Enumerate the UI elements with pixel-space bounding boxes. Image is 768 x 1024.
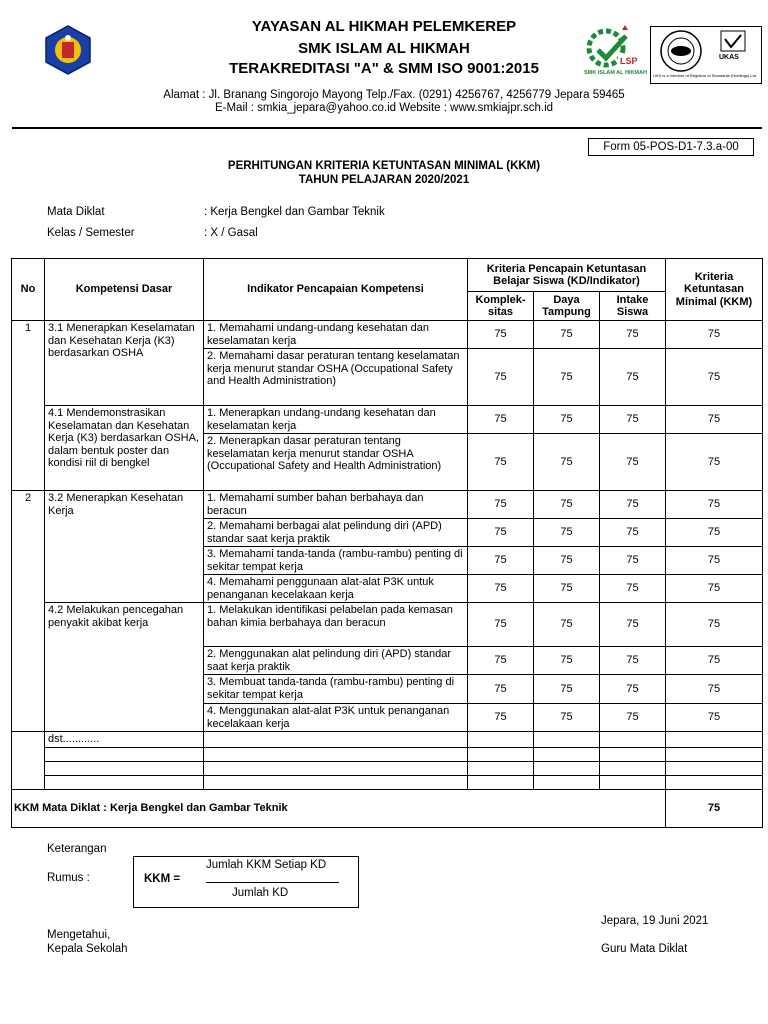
- foundation-name: YAYASAN AL HIKMAH PELEMKEREP: [251, 18, 517, 35]
- row-no: 1: [12, 321, 45, 349]
- support-cell: 75: [534, 491, 600, 519]
- form-code: Form 05-POS-D1-7.3.a-00: [588, 138, 754, 156]
- table-row: [12, 603, 763, 647]
- table-row: [12, 775, 763, 789]
- header-indicator: Indikator Pencapaian Kompetensi: [204, 259, 468, 321]
- table-row: [12, 747, 763, 761]
- kd-cell: 3.2 Menerapkan Kesehatan Kerja: [45, 491, 204, 603]
- kkm-equals: KKM =: [144, 873, 181, 885]
- indicator-cell: 1. Melakukan identifikasi pelabelan pada kemasan bahan kimia berbahaya dan beracun: [204, 603, 468, 647]
- header-support: Daya Tampung: [534, 292, 600, 321]
- complexity-cell: 75: [468, 647, 534, 675]
- support-cell: 75: [534, 519, 600, 547]
- keterangan-label: Keterangan: [47, 843, 107, 855]
- intake-cell: 75: [600, 491, 666, 519]
- intake-cell: 75: [600, 647, 666, 675]
- complexity-cell: 75: [468, 519, 534, 547]
- support-cell: 75: [534, 406, 600, 434]
- formula-box: [133, 856, 359, 908]
- kkm-cell: 75: [666, 647, 763, 675]
- complexity-cell: 75: [468, 603, 534, 647]
- table-row: [12, 732, 763, 748]
- indicator-cell: 2. Memahami berbagai alat pelindung diri (APD) standar saat kerja praktik: [204, 519, 468, 547]
- formula-denominator: Jumlah KD: [232, 887, 289, 899]
- support-cell: 75: [534, 321, 600, 349]
- indicator-cell: 4. Menggunakan alat-alat P3K untuk penanganan kecelakaan kerja: [204, 704, 468, 732]
- kd-cell: 4.1 Mendemonstrasikan Keselamatan dan Kesehatan Kerja (K3) berdasarkan OSHA, dalam bentuk poster dan kondisi riil di bengkel: [45, 406, 204, 491]
- support-cell: 75: [534, 704, 600, 732]
- header-no: No: [12, 259, 45, 321]
- support-cell: 75: [534, 434, 600, 491]
- kkm-cell: 75: [666, 349, 763, 406]
- document-title: PERHITUNGAN KRITERIA KETUNTASAN MINIMAL (KKM): [227, 160, 541, 172]
- kkm-cell: 75: [666, 491, 763, 519]
- indicator-cell: 1. Menerapkan undang-undang kesehatan dan keselamatan kerja: [204, 406, 468, 434]
- summary-row: [12, 789, 763, 827]
- header-intake: Intake Siswa: [600, 292, 666, 321]
- dst-cell: dst............: [45, 732, 204, 748]
- subject-label: Mata Diklat: [47, 206, 105, 218]
- support-cell: 75: [534, 675, 600, 704]
- header-divider: [12, 127, 762, 129]
- lsp-label: LSP: [620, 56, 638, 66]
- row-no: 2: [12, 491, 45, 519]
- class-value: : X / Gasal: [204, 227, 258, 239]
- school-name: SMK ISLAM AL HIKMAH: [298, 40, 470, 57]
- complexity-cell: 75: [468, 704, 534, 732]
- complexity-cell: 75: [468, 575, 534, 603]
- address: Alamat : Jl. Branang Singorojo Mayong Telp./Fax. (0291) 4256767, 4256779 Jepara 59465: [163, 89, 625, 101]
- ukas-label: UKAS: [719, 54, 739, 61]
- header-criteria: Kriteria Pencapain Ketuntasan Belajar Siswa (KD/Indikator): [468, 259, 666, 292]
- principal-label: Kepala Sekolah: [47, 943, 128, 955]
- indicator-cell: 3. Memahami tanda-tanda (rambu-rambu) penting di sekitar tempat kerja: [204, 547, 468, 575]
- document-year: TAHUN PELAJARAN 2020/2021: [298, 174, 470, 186]
- class-label: Kelas / Semester: [47, 227, 135, 239]
- support-cell: 75: [534, 547, 600, 575]
- intake-cell: 75: [600, 519, 666, 547]
- complexity-cell: 75: [468, 491, 534, 519]
- indicator-cell: 3. Membuat tanda-tanda (rambu-rambu) penting di sekitar tempat kerja: [204, 675, 468, 704]
- support-cell: 75: [534, 575, 600, 603]
- kkm-cell: 75: [666, 519, 763, 547]
- header-complexity: Komplek-sitas: [468, 292, 534, 321]
- intake-cell: 75: [600, 704, 666, 732]
- intake-cell: 75: [600, 349, 666, 406]
- kd-cell: 3.1 Menerapkan Keselamatan dan Kesehatan Kerja (K3) berdasarkan OSHA: [45, 321, 204, 406]
- intake-cell: 75: [600, 575, 666, 603]
- cert-caption: UKS is a member of Registrar of Standards (Holdings) Ltd.: [653, 73, 758, 78]
- kkm-cell: 75: [666, 675, 763, 704]
- table-row: [12, 321, 763, 349]
- indicator-cell: 2. Memahami dasar peraturan tentang keselamatan kerja menurut standar OSHA (Occupational Safety and Health Administration): [204, 349, 468, 406]
- table-row: [12, 761, 763, 775]
- intake-cell: 75: [600, 321, 666, 349]
- summary-label: KKM Mata Diklat : Kerja Bengkel dan Gambar Teknik: [12, 789, 666, 827]
- header-kd: Kompetensi Dasar: [45, 259, 204, 321]
- complexity-cell: 75: [468, 321, 534, 349]
- support-cell: 75: [534, 349, 600, 406]
- support-cell: 75: [534, 647, 600, 675]
- indicator-cell: 2. Menerapkan dasar peraturan tentang keselamatan kerja menurut standar OSHA (Occupational Safety and Health Administration): [204, 434, 468, 491]
- table-row: [12, 491, 763, 519]
- indicator-cell: 1. Memahami undang-undang kesehatan dan keselamatan kerja: [204, 321, 468, 349]
- intake-cell: 75: [600, 547, 666, 575]
- complexity-cell: 75: [468, 406, 534, 434]
- kd-cell: 4.2 Melakukan pencegahan penyakit akibat kerja: [45, 603, 204, 732]
- intake-cell: 75: [600, 434, 666, 491]
- complexity-cell: 75: [468, 547, 534, 575]
- kkm-cell: 75: [666, 406, 763, 434]
- kkm-cell: 75: [666, 321, 763, 349]
- complexity-cell: 75: [468, 675, 534, 704]
- formula-numerator: Jumlah KKM Setiap KD: [206, 859, 327, 871]
- contact: E-Mail : smkia_jepara@yahoo.co.id Website : www.smkiajpr.sch.id: [214, 102, 554, 114]
- accreditation: TERAKREDITASI "A" & SMM ISO 9001:2015: [229, 60, 539, 77]
- intake-cell: 75: [600, 675, 666, 704]
- kkm-cell: 75: [666, 547, 763, 575]
- indicator-cell: 4. Memahami penggunaan alat-alat P3K untuk penanganan kecelakaan kerja: [204, 575, 468, 603]
- support-cell: 75: [534, 603, 600, 647]
- indicator-cell: 1. Memahami sumber bahan berbahaya dan beracun: [204, 491, 468, 519]
- kkm-cell: 75: [666, 603, 763, 647]
- subject-value: : Kerja Bengkel dan Gambar Teknik: [204, 206, 385, 218]
- kkm-cell: 75: [666, 434, 763, 491]
- intake-cell: 75: [600, 406, 666, 434]
- kkm-cell: 75: [666, 704, 763, 732]
- logo-caption: SMK ISLAM AL HIKMAH: [584, 70, 647, 76]
- place-date: Jepara, 19 Juni 2021: [601, 915, 709, 927]
- rumus-label: Rumus :: [47, 872, 90, 884]
- complexity-cell: 75: [468, 434, 534, 491]
- summary-value: 75: [666, 789, 763, 827]
- complexity-cell: 75: [468, 349, 534, 406]
- indicator-cell: 2. Menggunakan alat pelindung diri (APD) standar saat kerja praktik: [204, 647, 468, 675]
- teacher-label: Guru Mata Diklat: [601, 943, 688, 955]
- table-row: [12, 406, 763, 434]
- header-kkm: Kriteria Ketuntasan Minimal (KKM): [666, 259, 763, 321]
- kkm-cell: 75: [666, 575, 763, 603]
- intake-cell: 75: [600, 603, 666, 647]
- acknowledged-label: Mengetahui,: [47, 929, 111, 941]
- kkm-table: [11, 258, 763, 828]
- fraction-line: [206, 882, 339, 883]
